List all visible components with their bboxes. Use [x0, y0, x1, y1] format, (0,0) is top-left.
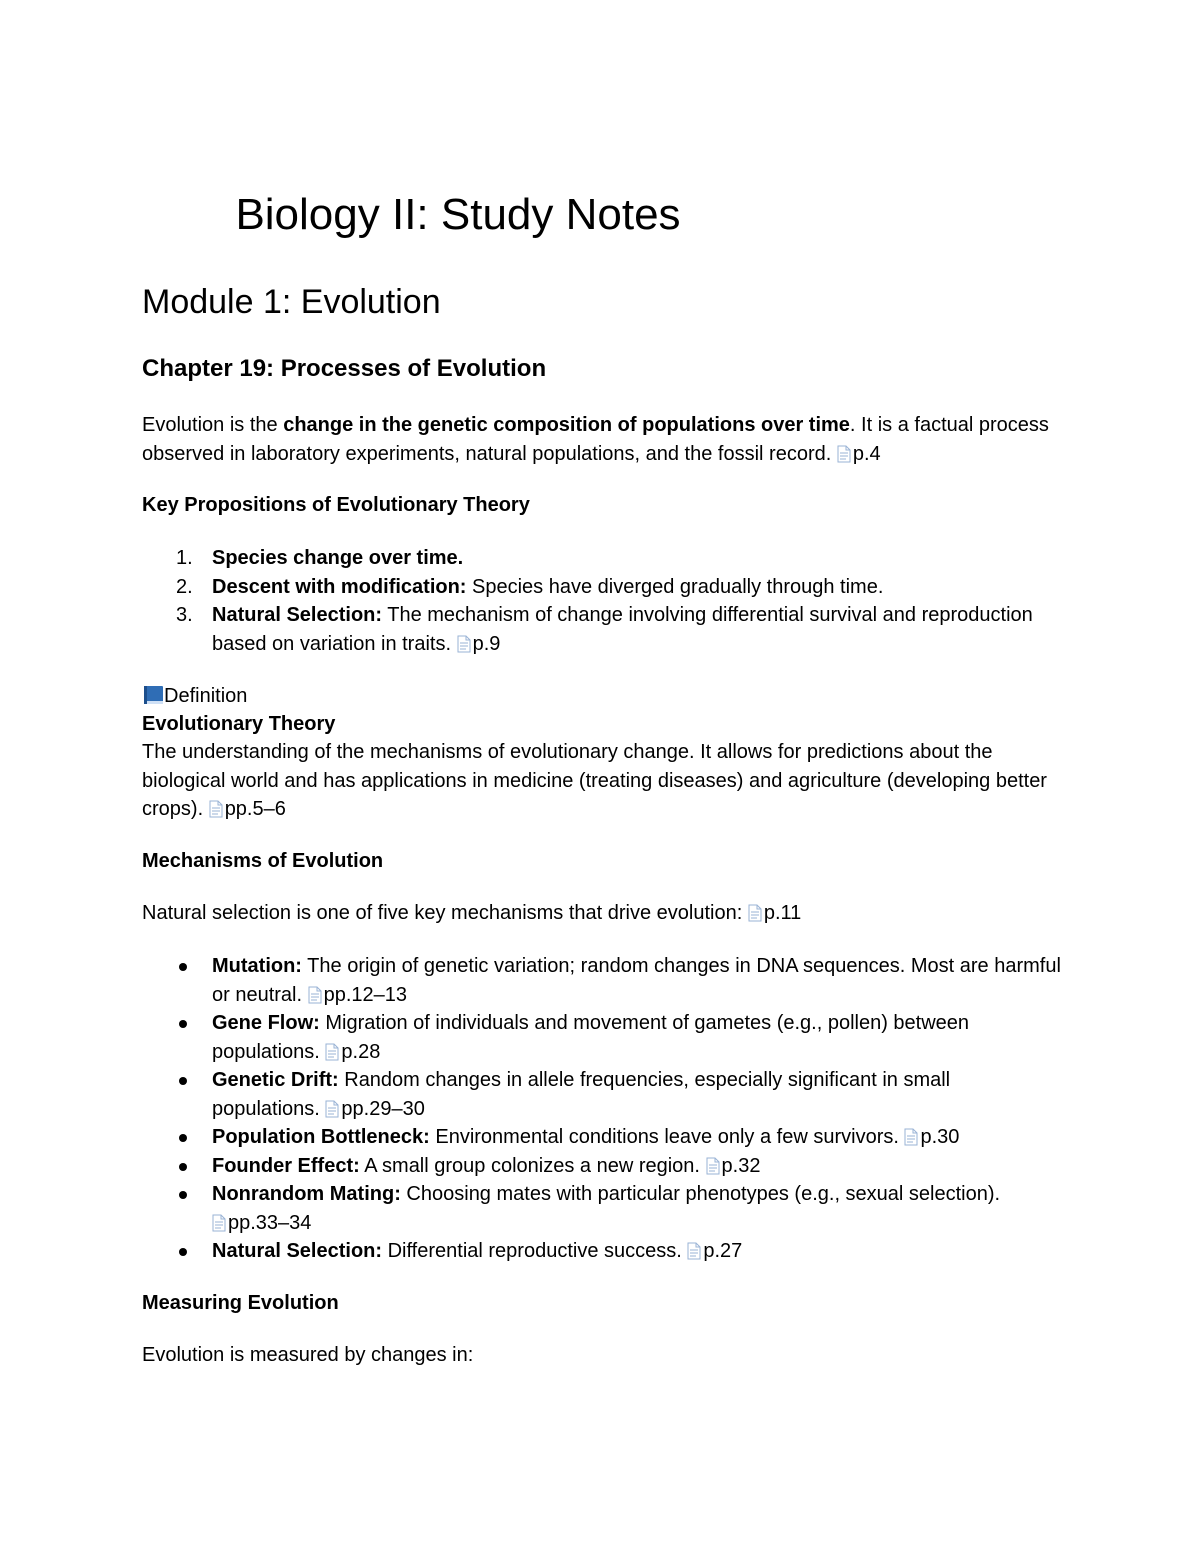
bullet-icon	[179, 1248, 187, 1256]
document-page-icon	[325, 1043, 339, 1061]
item-text: Environmental conditions leave only a few survivors.	[429, 1126, 905, 1148]
mechanisms-heading: Mechanisms of Evolution	[142, 850, 384, 872]
document-page-icon	[325, 1100, 339, 1118]
page-ref-link[interactable]	[457, 633, 501, 655]
page-ref-label: p.27	[703, 1240, 743, 1262]
bullet-icon	[179, 1077, 187, 1085]
blue-book-icon	[142, 685, 164, 705]
list-item	[142, 573, 1062, 602]
page-ref-link[interactable]	[837, 443, 881, 465]
mechanisms-intro-text: Natural selection is one of five key mechanisms that drive evolution:	[142, 902, 748, 924]
intro-paragraph	[142, 411, 1062, 468]
item-title: Nonrandom Mating:	[212, 1183, 401, 1205]
bullet-icon	[179, 1020, 187, 1028]
page-ref-link[interactable]	[308, 984, 407, 1006]
item-title: Species change over time.	[212, 547, 464, 569]
list-number: 1.	[176, 547, 193, 569]
list-item	[142, 1180, 1062, 1237]
module-heading: Module 1: Evolution	[142, 283, 441, 321]
page-ref-label: pp.29–30	[341, 1097, 425, 1120]
item-title: Population Bottleneck:	[212, 1126, 430, 1148]
definition-body: The understanding of the mechanisms of evolutionary change. It allows for predictions about the biological world and has applications in medicine (treating diseases) and agriculture (developing better crops).	[142, 741, 1047, 820]
bullet-icon	[179, 1163, 187, 1171]
definition-label-row	[142, 682, 1062, 711]
definition-text	[142, 738, 1062, 824]
page-ref-link[interactable]	[325, 1098, 424, 1120]
item-text: A small group colonizes a new region.	[359, 1154, 706, 1177]
document-title: Biology II: Study Notes	[235, 190, 681, 239]
list-item	[142, 1066, 1062, 1123]
page-ref-label: p.28	[341, 1040, 381, 1063]
page-ref-label: p.30	[920, 1126, 960, 1148]
page-ref-link[interactable]	[687, 1240, 742, 1262]
intro-prefix: Evolution is the	[142, 414, 284, 436]
item-text: Choosing mates with particular phenotypes (e.g., sexual selection).	[400, 1183, 1001, 1205]
item-title: Mutation:	[212, 955, 302, 977]
item-title: Gene Flow:	[212, 1012, 320, 1034]
bullet-icon	[179, 963, 187, 971]
document-page-icon	[748, 904, 762, 922]
bullet-icon	[179, 1134, 187, 1142]
propositions-list	[142, 544, 1062, 658]
page-ref-label: p.11	[763, 902, 802, 924]
intro-suffix: . It is a factual process observed in laboratory experiments, natural populations, and the fossil record.	[142, 414, 1049, 465]
page-ref-link[interactable]	[325, 1041, 380, 1063]
item-text: Differential reproductive success.	[382, 1240, 688, 1262]
item-text: Species have diverged gradually through time.	[466, 575, 884, 598]
measuring-text: Evolution is measured by changes in:	[142, 1344, 474, 1366]
page-ref-label: pp.5–6	[224, 798, 286, 820]
list-item	[142, 1123, 1062, 1152]
item-text: Random changes in allele frequencies, especially significant in small populations.	[212, 1069, 951, 1120]
document-page-icon	[209, 800, 223, 818]
document-page-icon	[904, 1128, 918, 1146]
definition-label: Definition	[164, 685, 248, 707]
page-ref-label: pp.12–13	[323, 983, 408, 1006]
item-title: Genetic Drift:	[212, 1069, 339, 1091]
page-ref-link[interactable]	[209, 798, 286, 820]
page-ref-label: p.32	[721, 1154, 761, 1177]
item-title: Natural Selection:	[212, 604, 383, 626]
page-ref-link[interactable]	[212, 1212, 311, 1234]
document-page-icon	[837, 445, 851, 463]
list-item	[142, 1237, 1062, 1266]
item-title: Natural Selection:	[212, 1240, 383, 1262]
item-text: Migration of individuals and movement of gametes (e.g., pollen) between populations.	[212, 1012, 970, 1063]
list-item	[142, 1009, 1062, 1066]
list-item	[142, 544, 1062, 573]
list-item	[142, 601, 1062, 658]
item-text: The origin of genetic variation; random changes in DNA sequences. Most are harmful or neutral.	[212, 955, 1061, 1006]
definition-term: Evolutionary Theory	[142, 713, 336, 735]
list-number: 2.	[176, 575, 193, 598]
page-ref-link[interactable]	[748, 902, 801, 924]
page-ref-label: p.4	[852, 442, 881, 465]
propositions-heading: Key Propositions of Evolutionary Theory	[142, 494, 530, 516]
bullet-icon	[179, 1191, 187, 1199]
mechanisms-intro	[142, 899, 1062, 928]
list-item	[142, 952, 1062, 1009]
mechanisms-list	[142, 952, 1062, 1266]
list-item	[142, 1152, 1062, 1181]
document-page-icon	[308, 986, 322, 1004]
item-title: Founder Effect:	[212, 1154, 360, 1177]
document-page-icon	[687, 1242, 701, 1260]
item-text: The mechanism of change involving differential survival and reproduction based on variation in traits.	[212, 604, 1033, 655]
page-ref-link[interactable]	[706, 1155, 761, 1177]
document-page-icon	[706, 1157, 720, 1175]
page-ref-link[interactable]	[904, 1126, 959, 1148]
page-ref-label: pp.33–34	[228, 1211, 312, 1234]
item-title: Descent with modification:	[212, 575, 467, 598]
list-number: 3.	[176, 604, 193, 626]
chapter-heading: Chapter 19: Processes of Evolution	[142, 355, 547, 382]
page-ref-label: p.9	[472, 632, 501, 655]
measuring-heading: Measuring Evolution	[142, 1292, 339, 1314]
document-page-icon	[212, 1214, 226, 1232]
document-page-icon	[457, 635, 471, 653]
intro-bold: change in the genetic composition of populations over time	[283, 414, 850, 436]
